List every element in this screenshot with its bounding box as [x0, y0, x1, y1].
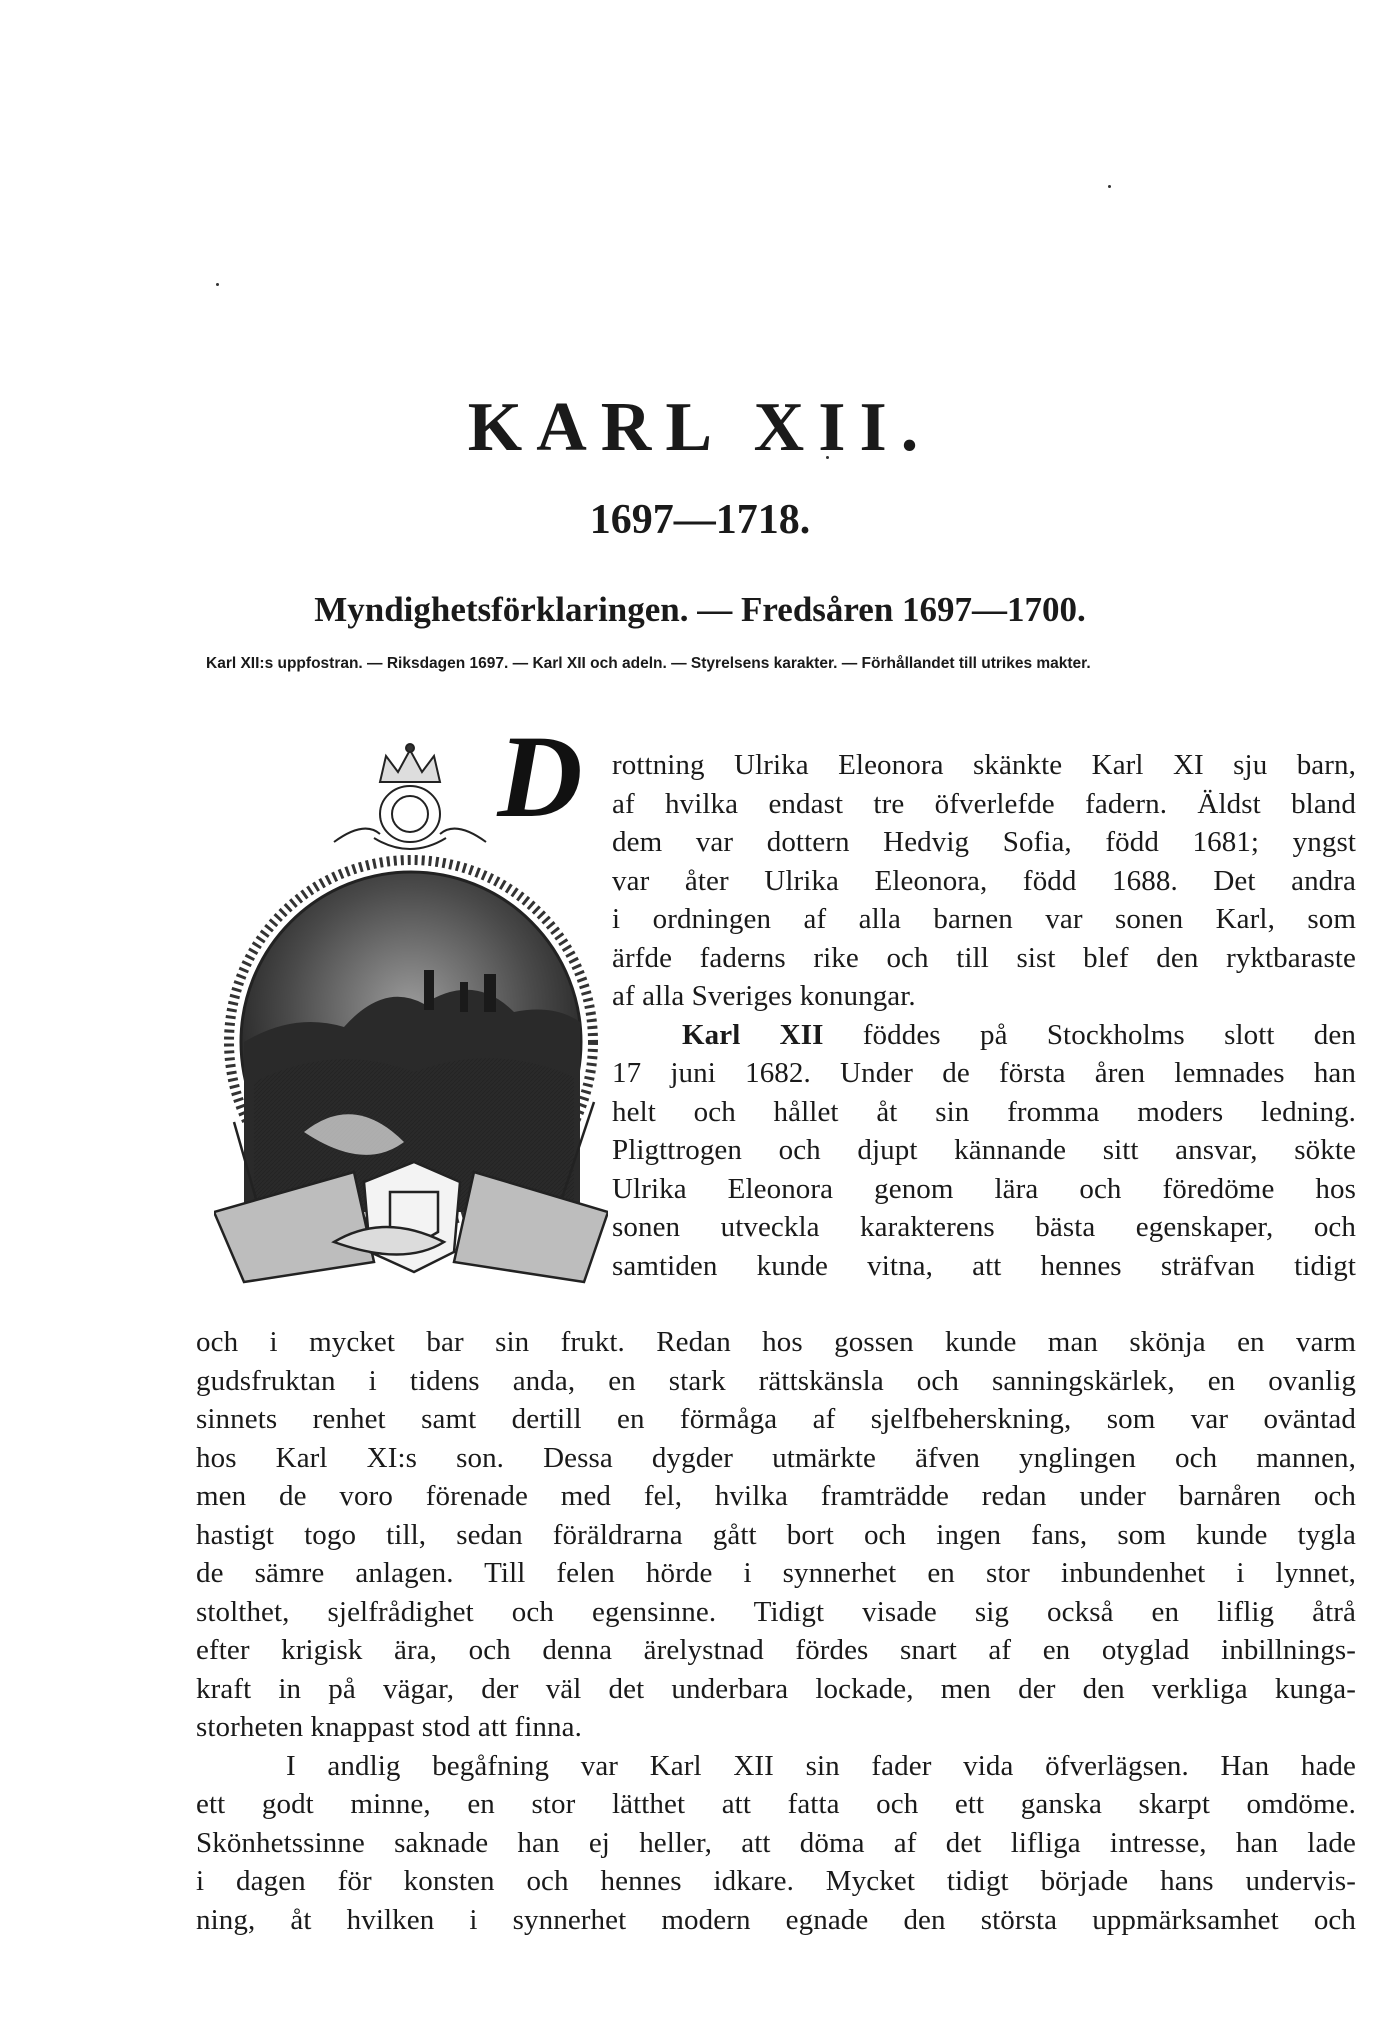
- text-line-rest: föddes på Stockholms slott den: [862, 1018, 1356, 1051]
- narrow-column: [612, 746, 1356, 1285]
- text-line: sonen utveckla karakterens bästa egenskaper, och: [612, 1211, 1356, 1243]
- page-title: KARL XII.: [467, 389, 933, 466]
- text-line: i dagen för konsten och hennes idkare. Mycket tidigt började hans undervis-: [196, 1865, 1356, 1897]
- text-line: Ulrika Eleonora genom lära och föredöme hos: [612, 1172, 1356, 1205]
- text-line: rottning Ulrika Eleonora skänkte Karl XI sju barn,: [612, 749, 1356, 781]
- text-line: storheten knappast stod att finna.: [196, 1711, 582, 1743]
- text-line: af alla Sveriges konungar.: [612, 980, 916, 1012]
- text-line: [612, 1016, 1356, 1055]
- name-lead: Karl XII: [682, 1018, 824, 1051]
- text-line: ning, åt hvilken i synnerhet modern egnade den största uppmärksamhet och: [196, 1903, 1356, 1936]
- text-line: de sämre anlagen. Till felen hörde i synnerhet en stor inbundenhet i lynnet,: [196, 1557, 1356, 1589]
- text-line: och i mycket bar sin frukt. Redan hos gossen kunde man skönja en varm: [196, 1326, 1356, 1358]
- text-line: gudsfruktan i tidens anda, en stark rättskänsla och sanningskärlek, en ovanlig: [196, 1364, 1356, 1397]
- text-line: sinnets renhet samt dertill en förmåga af sjelfbeherskning, som var oväntad: [196, 1403, 1356, 1435]
- crown-icon: [334, 744, 486, 849]
- text-line: ett godt minne, en stor lätthet att fatta och ett ganska skarpt omdöme.: [196, 1788, 1356, 1820]
- text-line: 17 juni 1682. Under de första åren lemnades han: [612, 1057, 1356, 1089]
- text-line: hos Karl XI:s son. Dessa dygder utmärkte äfven ynglingen och mannen,: [196, 1441, 1356, 1474]
- full-column: [196, 1323, 1356, 1939]
- text-line: Pligttrogen och djupt kännande sitt ansvar, sökte: [612, 1134, 1356, 1166]
- text-line: helt och hållet åt sin fromma moders ledning.: [612, 1095, 1356, 1128]
- text-line: efter krigisk ära, och denna ärelystnad fördes snart af en otyglad inbillnings-: [196, 1634, 1356, 1666]
- chapter-title: Myndighetsförklaringen. — Fredsåren 1697—1700.: [314, 590, 1086, 629]
- drop-cap: D: [497, 711, 583, 842]
- text-line: Skönhetssinne saknade han ej heller, att döma af det lifliga intresse, han lade: [196, 1826, 1356, 1859]
- text-line: men de voro förenade med fel, hvilka framträdde redan under barnåren och: [196, 1480, 1356, 1512]
- text-line: i ordningen af alla barnen var sonen Karl, som: [612, 903, 1356, 935]
- text-line: I andlig begåfning var Karl XII sin fader vida öfverlägsen. Han hade: [286, 1749, 1356, 1782]
- text-line: dem var dottern Hedvig Sofia, född 1681; yngst: [612, 826, 1356, 858]
- reign-years: 1697—1718.: [589, 497, 811, 543]
- text-line: hastigt togo till, sedan föräldrarna gått bort och ingen fans, som kunde tygla: [196, 1518, 1356, 1551]
- text-line: af hvilka endast tre öfverlefde fadern. Äldst bland: [612, 787, 1356, 820]
- text-line: ärfde faderns rike och till sist blef den ryktbaraste: [612, 941, 1356, 974]
- text-line: samtiden kunde vitna, att hennes sträfvan tidigt: [612, 1249, 1356, 1282]
- text-line: stolthet, sjelfrådighet och egensinne. Tidigt visade sig också en liflig åtrå: [196, 1595, 1356, 1628]
- chapter-summary: Karl XII:s uppfostran. — Riksdagen 1697. — Karl XII och adeln. — Styrelsens karakter. — Förhållandet till utrikes makter.: [206, 655, 1091, 672]
- text-line: var åter Ulrika Eleonora, född 1688. Det andra: [612, 864, 1356, 897]
- text-line: kraft in på vägar, der väl det underbara lockade, men der den verkliga kunga-: [196, 1672, 1356, 1705]
